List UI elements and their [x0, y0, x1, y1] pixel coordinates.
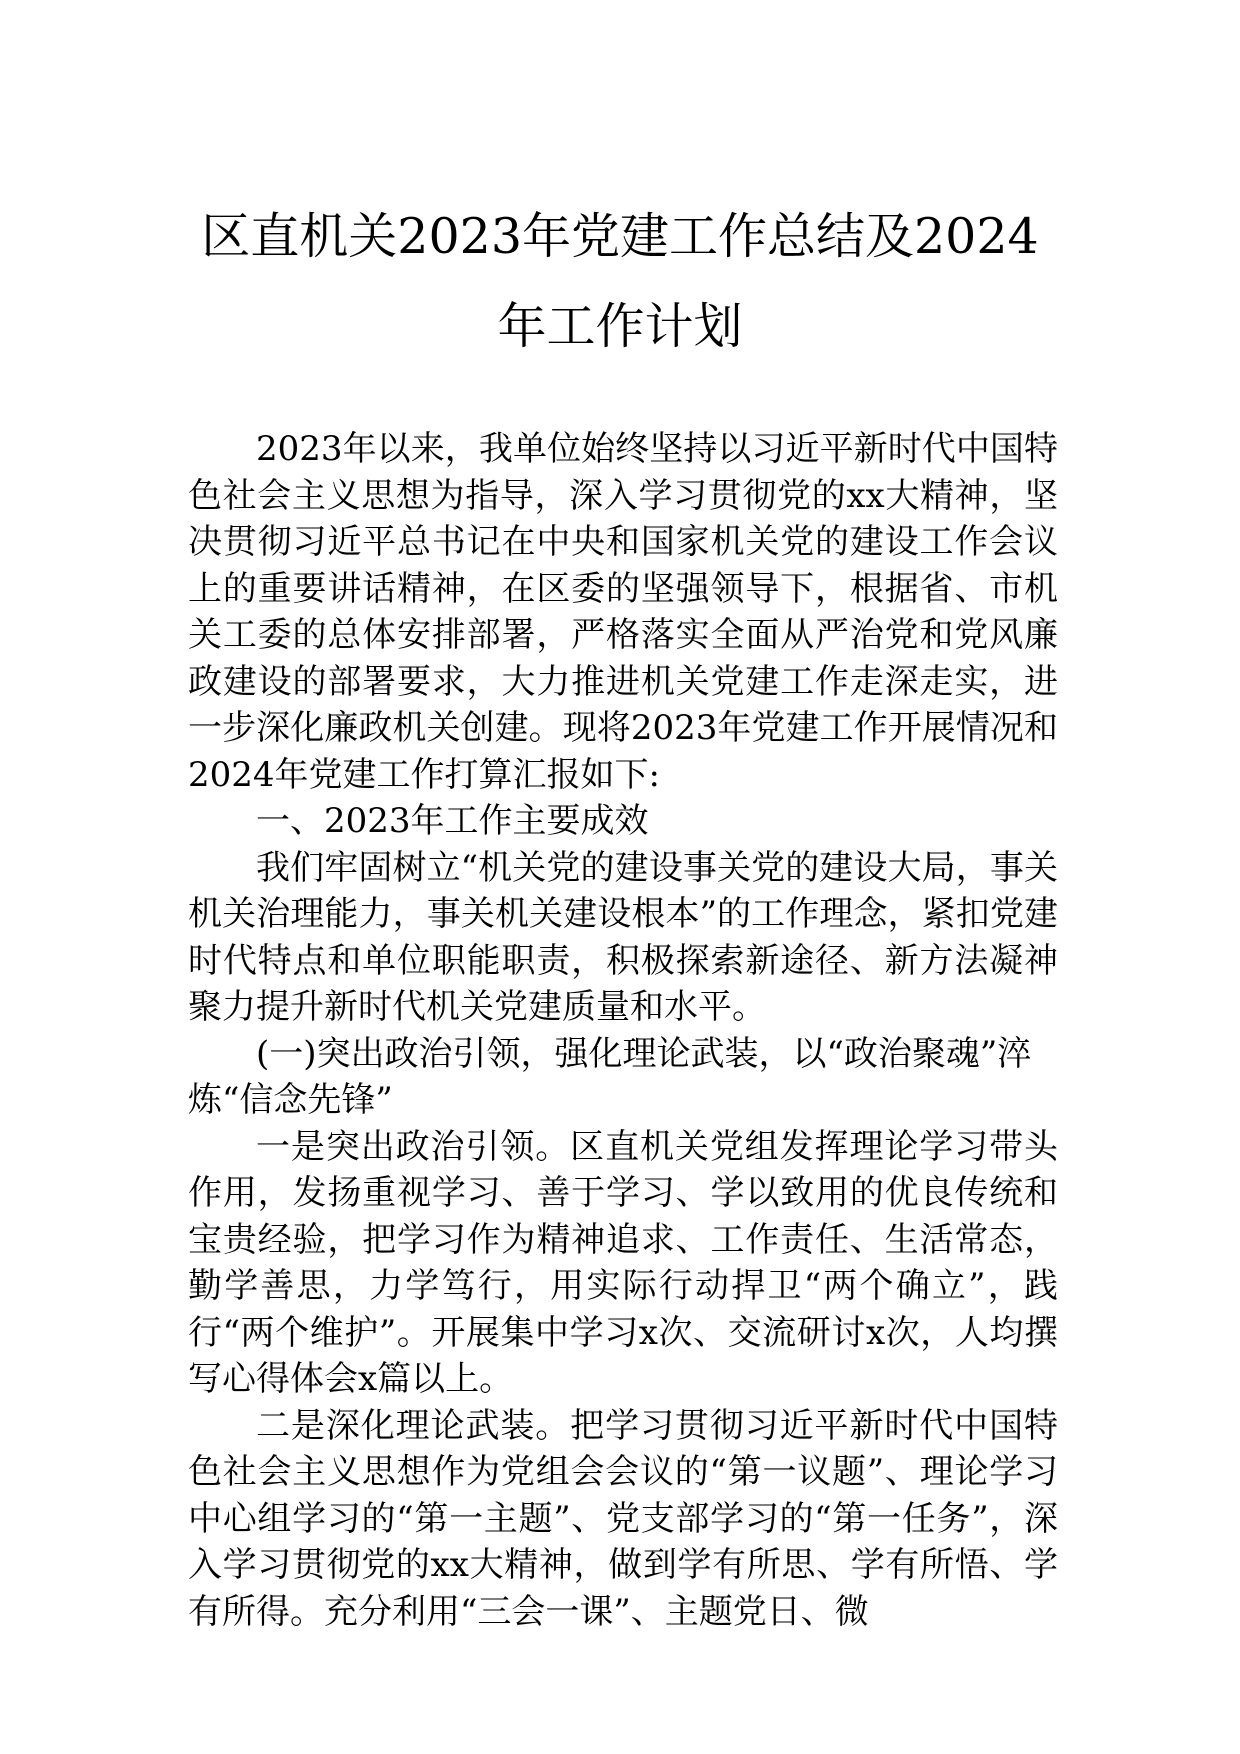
- paragraph-work-concept: 我们牢固树立“机关党的建设事关党的建设大局，事关机关治理能力，事关机关建设根本”的工作理念，紧扣党建时代特点和单位职能职责，积极探索新途径、新方法凝神聚力提升新时代机关党建质量和水平。: [188, 847, 1058, 1027]
- paragraph-intro: 2023年以来，我单位始终坚持以习近平新时代中国特色社会主义思想为指导，深入学习贯彻党的xx大精神，坚决贯彻习近平总书记在中央和国家机关党的建设工作会议上的重要讲话精神，在区委的坚强领导下，根据省、市机关工委的总体安排部署，严格落实全面从严治党和党风廉政建设的部署要求，大力推进机关党建工作走深走实，进一步深化廉政机关创建。现将2023年党建工作开展情况和2024年党建工作打算汇报如下:: [188, 429, 1058, 795]
- subsection-heading-political-guidance: (一)突出政治引领，强化理论武装，以“政治聚魂”淬炼“信念先锋”: [188, 1033, 1032, 1120]
- document-title: 区直机关2023年党建工作总结及2024年工作计划: [201, 208, 1039, 355]
- paragraph-political-guidance: 一是突出政治引领。区直机关党组发挥理论学习带头作用，发扬重视学习、善于学习、学以致用的优良传统和宝贵经验，把学习作为精神追求、工作责任、生活常态，勤学善思，力学笃行，用实际行动捍卫“两个确立”，践行“两个维护”。开展集中学习x次、交流研讨x次，人均撰写心得体会x篇以上。: [188, 1126, 1058, 1399]
- document-body: [188, 426, 1058, 1635]
- section-heading-achievements: 一、2023年工作主要成效: [256, 801, 649, 841]
- paragraph-theory-study: 二是深化理论武装。把学习贯彻习近平新时代中国特色社会主义思想作为党组会会议的“第一议题”、理论学习中心组学习的“第一主题”、党支部学习的“第一任务”，深入学习贯彻党的xx大精神，做到学有所思、学有所悟、学有所得。充分利用“三会一课”、主题党日、微: [188, 1405, 1058, 1632]
